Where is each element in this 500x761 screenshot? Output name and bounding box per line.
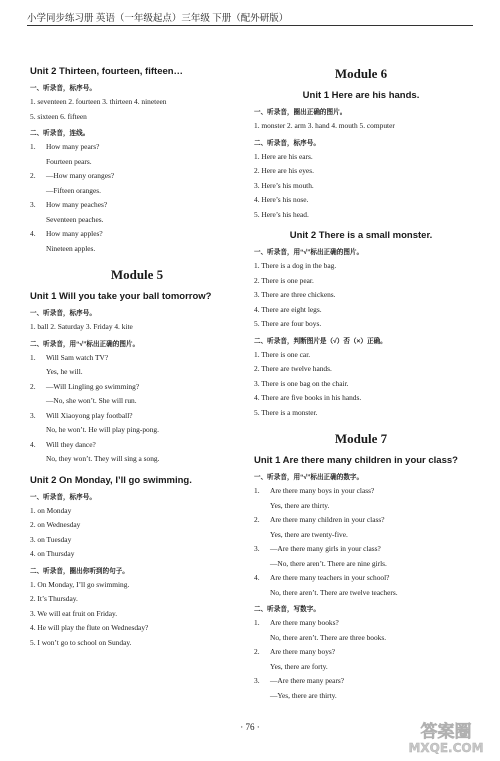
answer-line: Fourteen pears. xyxy=(46,156,92,166)
answer-line: Seventeen peaches. xyxy=(46,214,104,224)
text-line: 2. There are twelve hands. xyxy=(254,364,332,373)
numbered-item xyxy=(254,571,468,586)
numbered-item xyxy=(254,645,468,660)
svg-text:MXQE.COM: MXQE.COM xyxy=(408,741,484,755)
item-text: —Will Lingling go swimming? xyxy=(46,381,140,391)
answer-line: Yes, he will. xyxy=(46,367,83,376)
text-line: 5. I won’t go to school on Sunday. xyxy=(30,637,132,647)
text-line: 4. Here’s his nose. xyxy=(254,195,309,204)
item-number: 4. xyxy=(30,439,36,449)
running-header: 小学同步练习册 英语（一年级起点）三年级 下册（配外研版） xyxy=(27,14,289,24)
text-line: 4. There are eight legs. xyxy=(254,304,322,314)
text-line: 5. Here’s his head. xyxy=(254,209,309,219)
unit-heading: Unit 2 Thirteen, fourteen, fifteen… xyxy=(30,66,184,77)
item-number: 2. xyxy=(254,515,260,524)
numbered-item xyxy=(30,380,244,395)
item-text: Are there many children in your class? xyxy=(270,515,385,524)
right-column xyxy=(254,66,468,703)
text-line: 2. It’s Thursday. xyxy=(30,594,78,603)
text-line: 5. There are four boys. xyxy=(254,319,322,328)
item-number: 4. xyxy=(254,573,260,582)
numbered-item xyxy=(254,542,468,557)
item-number: 4. xyxy=(30,229,36,238)
left-column xyxy=(30,66,244,650)
item-number: 2. xyxy=(30,381,36,391)
section-instruction: 二、听录音，判断图片是（√）否（×）正确。 xyxy=(254,337,387,345)
numbered-item xyxy=(254,674,468,689)
item-text: —Are there many pears? xyxy=(270,676,345,685)
item-text: —Are there many girls in your class? xyxy=(270,544,381,553)
answer-line: Yes, there are forty. xyxy=(270,661,328,671)
text-line: 4. He will play the flute on Wednesday? xyxy=(30,623,149,632)
numbered-item xyxy=(254,616,468,631)
item-text: Are there many boys in your class? xyxy=(270,486,375,495)
section-instruction: 一、听录音，用“√”标出正确的图片。 xyxy=(254,249,364,256)
item-number: 2. xyxy=(254,647,260,656)
text-line: 1. on Monday xyxy=(30,505,72,515)
item-text: Are there many books? xyxy=(270,618,339,627)
text-line: 1. On Monday, I’ll go swimming. xyxy=(30,579,130,589)
item-text: How many apples? xyxy=(46,229,103,238)
watermark-logo xyxy=(398,719,494,757)
item-number: 3. xyxy=(30,410,36,420)
text-line: 1. Here are his ears. xyxy=(254,151,313,161)
answer-line: No, there aren’t. There are twelve teachers. xyxy=(270,587,398,597)
section-instruction: 二、听录音，标序号。 xyxy=(254,139,320,147)
numbered-item xyxy=(254,513,468,528)
text-line: 3. on Tuesday xyxy=(30,534,72,544)
answer-line: No, there aren’t. There are three books. xyxy=(270,632,387,642)
module-heading: Module 5 xyxy=(110,267,164,282)
item-number: 1. xyxy=(30,142,36,151)
section-instruction: 二、听录音，用“√”标出正确的图片。 xyxy=(30,340,140,348)
module-heading: Module 7 xyxy=(334,431,388,446)
item-number: 3. xyxy=(254,676,260,685)
numbered-item xyxy=(254,484,468,499)
item-number: 2. xyxy=(30,171,36,180)
section-instruction: 一、听录音，标序号。 xyxy=(30,493,96,501)
answer-line: —No, there aren’t. There are nine girls. xyxy=(270,558,387,568)
item-text: —How many oranges? xyxy=(46,171,115,180)
answer-line: No, they won’t. They will sing a song. xyxy=(46,454,160,463)
answer-line: No, he won’t. He will play ping-pong. xyxy=(46,425,159,434)
answer-line: Yes, there are thirty. xyxy=(270,500,330,510)
section-instruction: 一、听录音，用“√”标出正确的数字。 xyxy=(254,474,364,481)
unit-heading: Unit 2 On Monday, I’ll go swimming. xyxy=(30,474,192,486)
unit-heading: Unit 1 Will you take your ball tomorrow? xyxy=(30,291,212,302)
section-instruction: 一、听录音，标序号。 xyxy=(30,85,96,92)
numbered-item xyxy=(30,169,244,184)
text-line: 5. sixteen 6. fifteen xyxy=(30,111,87,121)
answer-line: Yes, there are twenty-five. xyxy=(270,529,348,539)
text-line: 3. Here’s his mouth. xyxy=(254,180,314,190)
text-line: 2. on Wednesday xyxy=(30,520,81,529)
item-text: Are there many teachers in your school? xyxy=(270,573,390,582)
numbered-item xyxy=(30,438,244,453)
svg-text:答案圈: 答案圈 xyxy=(420,722,472,742)
numbered-item xyxy=(30,227,244,242)
numbered-item xyxy=(30,198,244,213)
item-text: How many pears? xyxy=(46,142,100,151)
item-number: 1. xyxy=(254,618,260,627)
text-line: 1. ball 2. Saturday 3. Friday 4. kite xyxy=(30,322,133,331)
answer-line: Nineteen apples. xyxy=(46,243,96,253)
text-line: 4. There are five books in his hands. xyxy=(254,393,362,402)
item-text: Will Xiaoyong play football? xyxy=(46,410,133,420)
answer-line: —No, she won’t. She will run. xyxy=(46,396,137,405)
text-line: 2. Here are his eyes. xyxy=(254,166,314,175)
section-instruction: 二、听录音，圈出你听到的句子。 xyxy=(30,567,129,575)
unit-heading: Unit 1 Are there many children in your class? xyxy=(254,455,458,466)
item-text: Will they dance? xyxy=(46,439,96,449)
text-line: 4. on Thursday xyxy=(30,549,75,558)
numbered-item xyxy=(30,351,244,366)
item-text: Will Sam watch TV? xyxy=(46,352,109,362)
answer-line: —Yes, there are thirty. xyxy=(270,690,337,700)
unit-heading: Unit 1 Here are his hands. xyxy=(302,90,420,101)
section-instruction: 二、听录音，连线。 xyxy=(30,130,90,137)
header-rule xyxy=(27,25,473,26)
text-line: 2. There is one pear. xyxy=(254,275,314,285)
item-number: 1. xyxy=(30,352,36,362)
text-line: 1. There is a dog in the bag. xyxy=(254,261,337,270)
section-instruction: 一、听录音，圈出正确的图片。 xyxy=(254,109,347,116)
item-text: Are there many boys? xyxy=(270,647,336,656)
section-instruction: 一、听录音，标序号。 xyxy=(30,310,96,317)
numbered-item xyxy=(30,409,244,424)
text-line: 5. There is a monster. xyxy=(254,407,318,417)
text-line: 3. There is one bag on the chair. xyxy=(254,378,349,388)
item-number: 1. xyxy=(254,486,260,495)
text-line: 3. There are three chickens. xyxy=(254,290,336,299)
answer-line: —Fifteen oranges. xyxy=(46,185,102,195)
item-text: How many peaches? xyxy=(46,200,108,209)
module-heading: Module 6 xyxy=(334,66,388,81)
text-line: 1. monster 2. arm 3. hand 4. mouth 5. computer xyxy=(254,121,395,130)
text-line: 1. seventeen 2. fourteen 3. thirteen 4. nineteen xyxy=(30,97,167,106)
numbered-item xyxy=(30,140,244,155)
section-instruction: 二、听录音，写数字。 xyxy=(254,606,320,613)
text-line: 1. There is one car. xyxy=(254,349,311,359)
item-number: 3. xyxy=(30,200,36,209)
page-number: · 76 · xyxy=(240,722,260,732)
item-number: 3. xyxy=(254,544,260,553)
text-line: 3. We will eat fruit on Friday. xyxy=(30,608,118,618)
unit-heading: Unit 2 There is a small monster. xyxy=(289,230,433,241)
